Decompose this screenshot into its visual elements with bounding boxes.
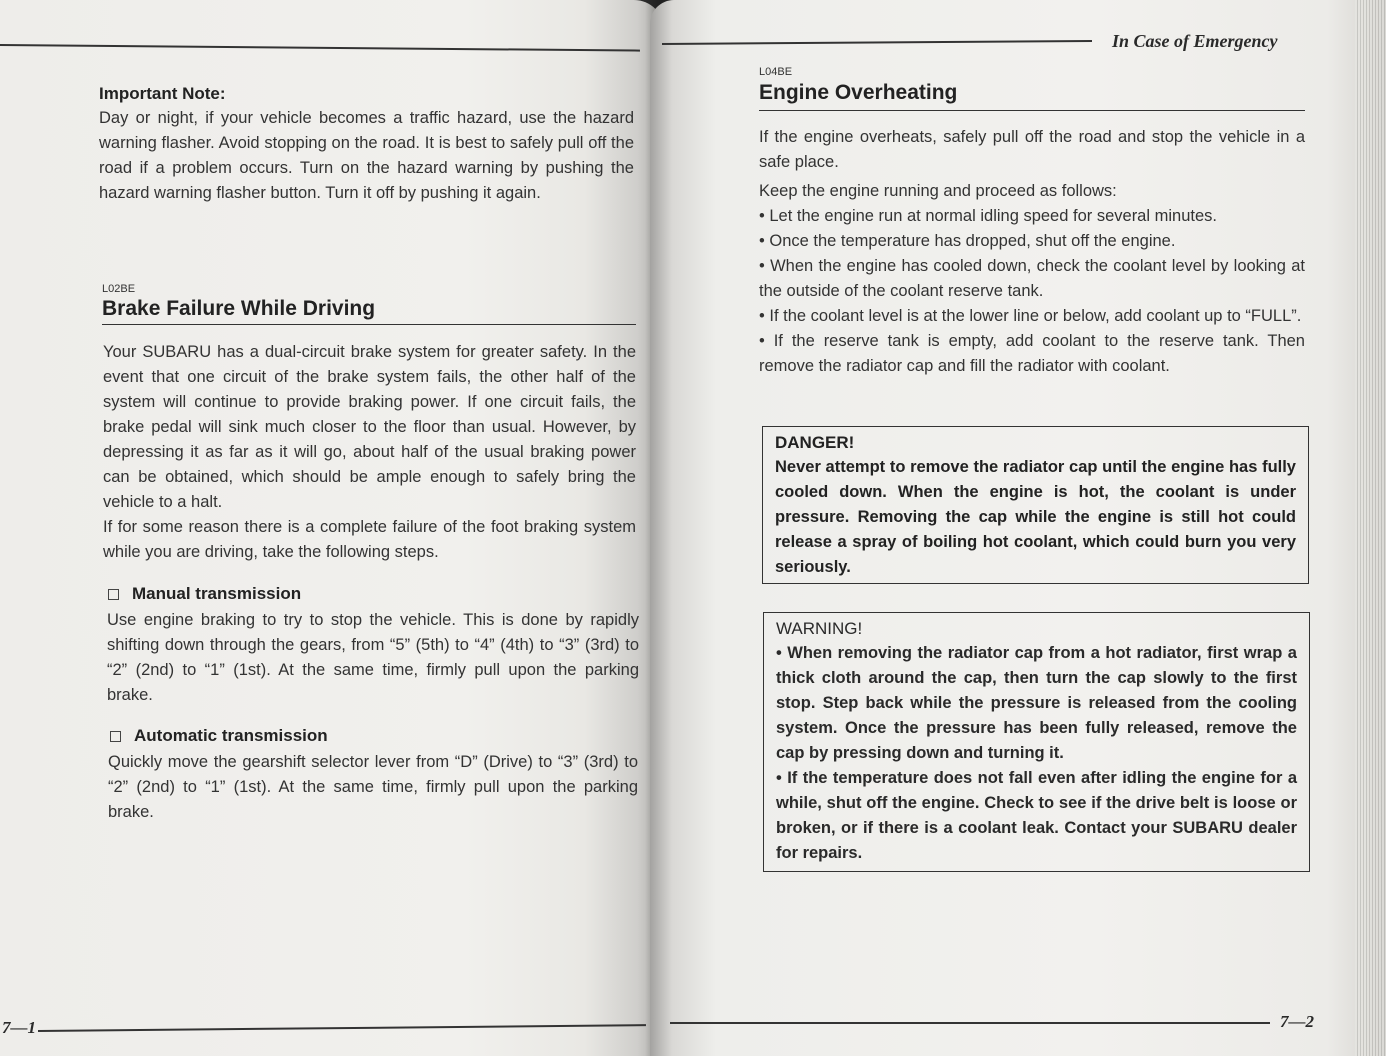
overheat-section-code: L04BE [759,66,793,78]
checkbox-icon [110,731,121,742]
brake-para-1: Your SUBARU has a dual-circuit brake system for greater safety. In the event that one circuit of the brake system fails, the other half of the system will continue to provide braking power. If one circuit fails, the brake pedal will sink much closer to the floor than usual. However, by depressing it as far as it will go, about half of the usual braking power can be obtained, which should be ample enough to safely bring the vehicle to a halt. [103,343,636,511]
list-item: • If the reserve tank is empty, add coolant to the reserve tank. Then remove the radiator cap and fill the radiator with coolant. [759,329,1305,379]
important-note-text: Day or night, if your vehicle becomes a traffic hazard, use the hazard warning flasher. Avoid stopping on the road. It is best to safely pull off the road if a problem occurs. Turn on the hazard warning by pushing the hazard warning flasher button. Turn it off by pushing it again. [99,109,634,202]
brake-section-title: Brake Failure While Driving [102,297,376,320]
important-note-title: Important Note: [99,84,226,103]
overheat-para-2: Keep the engine running and proceed as follows: [759,182,1117,200]
left-bottom-rule [38,1024,646,1031]
overheat-title-rule [759,110,1305,111]
manual-transmission-heading [108,584,301,604]
manual-transmission-title: Manual transmission [132,584,302,603]
checkbox-icon [108,589,119,600]
important-note [99,84,634,206]
list-item: • If the coolant level is at the lower line or below, add coolant up to “FULL”. [759,304,1305,329]
warning-title: WARNING! [776,619,863,638]
automatic-transmission-title: Automatic transmission [134,726,328,745]
right-page [650,0,1386,1056]
brake-section-code: L02BE [102,283,136,295]
bullet-icon: • [776,769,788,787]
brake-body [103,340,636,565]
left-page-number: 7—1 [2,1018,36,1037]
left-top-rule [0,44,640,52]
overheat-para-1: If the engine overheats, safely pull off the road and stop the vehicle in a safe place. [759,128,1305,171]
overheat-body [759,125,1305,379]
warning-item-1: • When removing the radiator cap from a hot radiator, first wrap a thick cloth around the cap, then turn the cap slowly to the first stop. Step back while the pressure is released from the cooling system. Once the pressure has been fully released, remove the cap by pressing down and turning it. [776,644,1297,762]
danger-box [762,426,1309,584]
automatic-transmission-heading [110,726,328,746]
right-top-rule [662,40,1092,45]
danger-title: DANGER! [775,433,855,452]
list-item: • Let the engine run at normal idling speed for several minutes. [759,204,1305,229]
right-bottom-rule [670,1022,1270,1024]
left-page [0,0,664,1056]
brake-para-2: If for some reason there is a complete failure of the foot braking system while you are driving, take the following steps. [103,518,636,561]
warning-text [776,641,1297,866]
brake-title-rule [102,324,636,325]
overheat-steps-list [759,204,1305,379]
list-item: • When the engine has cooled down, check the coolant level by looking at the outside of the coolant reserve tank. [759,254,1305,304]
running-head: In Case of Emergency [1112,31,1278,51]
right-page-number: 7—2 [1280,1012,1314,1031]
list-item: • Once the temperature has dropped, shut off the engine. [759,229,1305,254]
bullet-icon: • [776,644,788,662]
danger-text: Never attempt to remove the radiator cap until the engine has fully cooled down. When the engine is hot, the coolant is under pressure. Removing the cap while the engine is still hot could release a spray of boiling hot coolant, which could burn you very seriously. [775,458,1296,576]
warning-box [763,612,1310,872]
overheat-section-title: Engine Overheating [759,81,958,104]
page-edges [1355,0,1386,1056]
automatic-transmission-text: Quickly move the gearshift selector lever from “D” (Drive) to “3” (3rd) to “2” (2nd) to “1” (1st). At the same time, firmly pull upon the parking brake. [108,753,638,821]
warning-item-2: • If the temperature does not fall even after idling the engine for a while, shut off the engine. Check to see if the drive belt is loose or broken, or if there is a coolant leak. Contact your SUBARU dealer for repairs. [776,769,1297,862]
manual-transmission-text: Use engine braking to try to stop the vehicle. This is done by rapidly shifting down through the gears, from “5” (5th) to “4” (4th) to “3” (3rd) to “2” (2nd) to “1” (1st). At the same time, firmly pull upon the parking brake. [107,611,639,704]
